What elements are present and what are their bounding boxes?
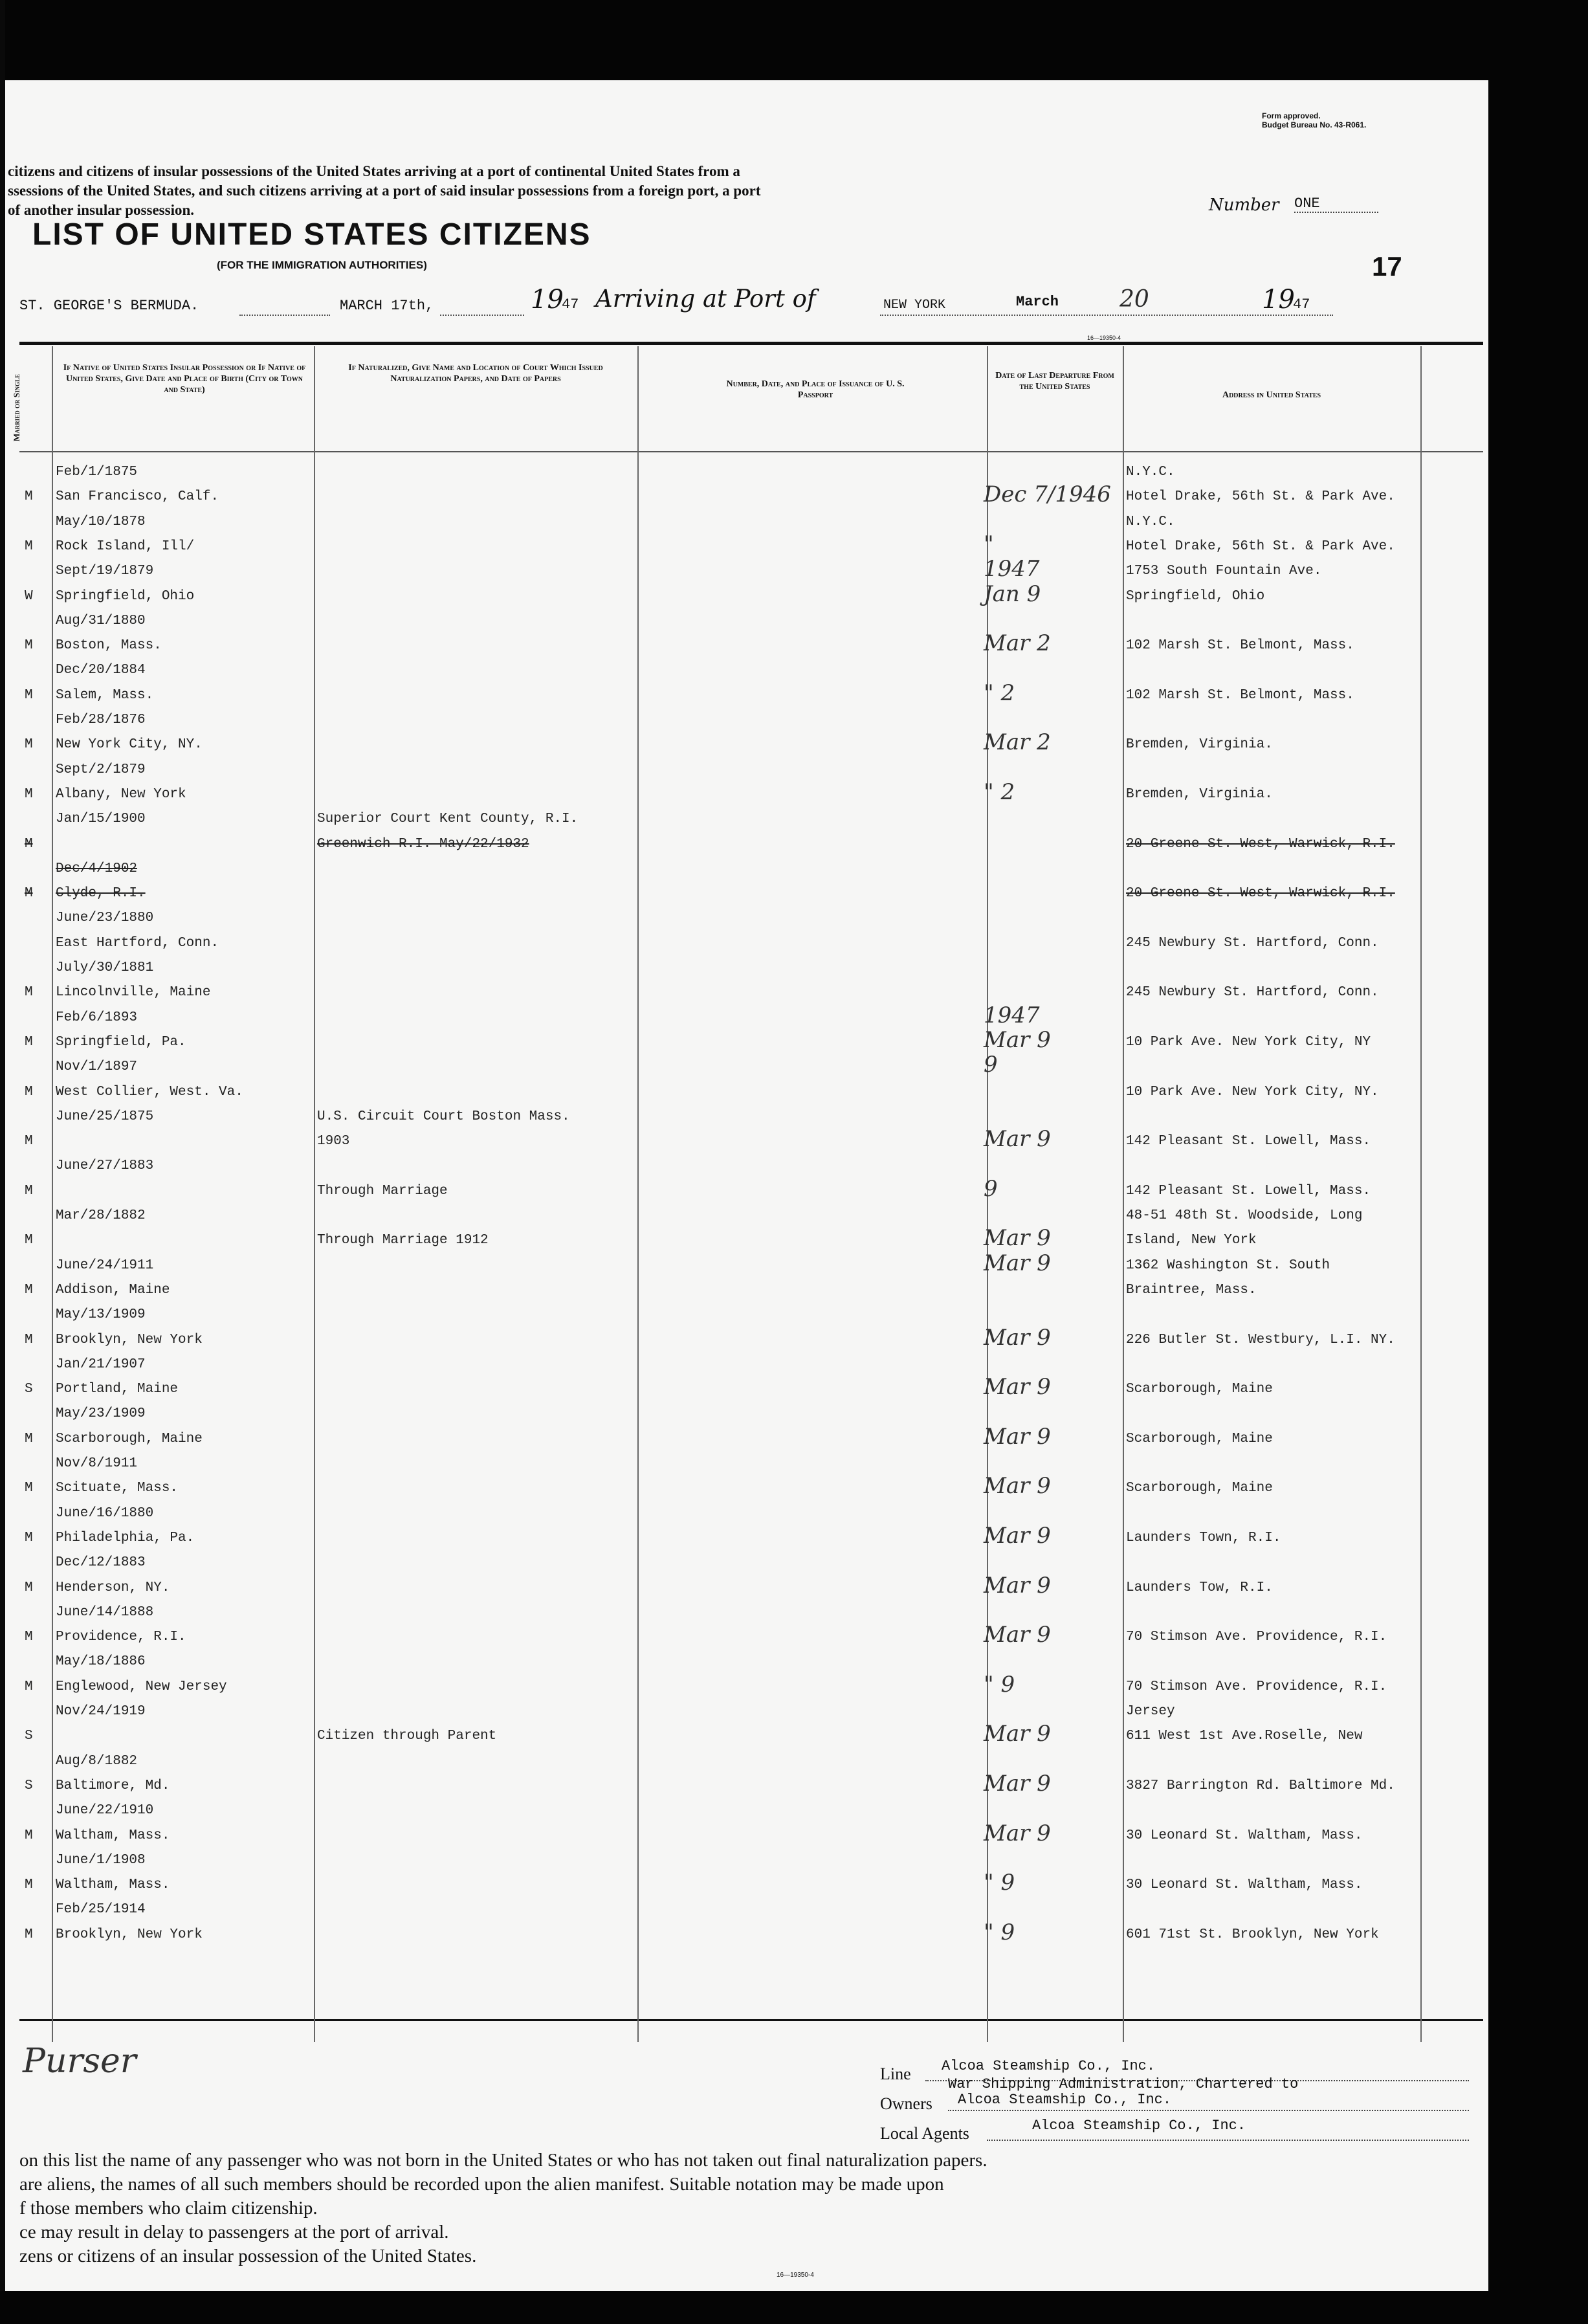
table-row bbox=[19, 1770, 1483, 1798]
table-row bbox=[19, 858, 1483, 881]
naturalization-info: Citizen through Parent bbox=[317, 1729, 497, 1744]
note-line: f those members who claim citizenship. bbox=[19, 2198, 318, 2219]
us-address: Launders Town, R.I. bbox=[1126, 1530, 1281, 1545]
note-line: are aliens, the names of all such members should be recorded upon the alien manifest. Suitable notation may be made upon bbox=[19, 2174, 944, 2195]
table-row bbox=[19, 758, 1483, 782]
departure-date: Mar 9 bbox=[984, 1770, 1051, 1797]
departure-date: Mar 9 bbox=[984, 1250, 1051, 1276]
birth-info: Nov/8/1911 bbox=[56, 1456, 138, 1471]
birth-info: Mar/28/1882 bbox=[56, 1208, 146, 1223]
birth-info: Springfield, Pa. bbox=[56, 1034, 186, 1050]
marital-status: M bbox=[25, 985, 33, 1001]
marital-status: S bbox=[25, 1778, 33, 1793]
table-row bbox=[19, 680, 1483, 708]
line-value: Alcoa Steamship Co., Inc. bbox=[942, 2058, 1156, 2074]
voyage-line bbox=[19, 285, 1340, 316]
col-departure: Date of Last Departure From the United States bbox=[995, 371, 1114, 392]
us-address: 10 Park Ave. New York City, NY bbox=[1126, 1034, 1371, 1050]
departure-date: 9 bbox=[984, 1052, 998, 1078]
birth-info: June/25/1875 bbox=[56, 1109, 154, 1124]
table-row bbox=[19, 1324, 1483, 1353]
marital-status: M bbox=[25, 1332, 33, 1347]
marital-status: M bbox=[25, 886, 33, 902]
us-address: 3827 Barrington Rd. Baltimore Md. bbox=[1126, 1778, 1395, 1793]
table-row bbox=[19, 932, 1483, 956]
marital-status: M bbox=[25, 1630, 33, 1645]
departure-date: Mar 9 bbox=[984, 1473, 1051, 1500]
naturalization-info: 1903 bbox=[317, 1134, 350, 1149]
departure-date: Mar 9 bbox=[984, 1572, 1051, 1599]
table-row bbox=[19, 709, 1483, 733]
us-address: 142 Pleasant St. Lowell, Mass. bbox=[1126, 1183, 1371, 1199]
table-row bbox=[19, 1502, 1483, 1526]
table-row bbox=[19, 1473, 1483, 1501]
us-address: Jersey bbox=[1126, 1704, 1175, 1719]
table-row bbox=[19, 581, 1483, 609]
note-line: zens or citizens of an insular possession of the United States. bbox=[19, 2246, 477, 2266]
agents-label: Local Agents bbox=[880, 2124, 969, 2143]
header-line: of another insular possession. bbox=[8, 202, 194, 218]
departure-date: 1947 bbox=[984, 1002, 1040, 1028]
year-suffix: 47 bbox=[562, 296, 579, 313]
birth-info: Feb/25/1914 bbox=[56, 1902, 146, 1918]
table-row bbox=[19, 729, 1483, 757]
table-row bbox=[19, 610, 1483, 634]
departure-date: " 9 bbox=[984, 1870, 1015, 1896]
marital-status: M bbox=[25, 538, 33, 554]
us-address: 226 Butler St. Westbury, L.I. NY. bbox=[1126, 1332, 1395, 1347]
sail-date: MARCH 17th, bbox=[340, 298, 434, 314]
note-line: ce may result in delay to passengers at the port of arrival. bbox=[19, 2222, 449, 2242]
us-address: 30 Leonard St. Waltham, Mass. bbox=[1126, 1877, 1363, 1893]
birth-info: Philadelphia, Pa. bbox=[56, 1530, 195, 1545]
form-header bbox=[8, 162, 760, 220]
note-line: on this list the name of any passenger who was not born in the United States or who has not taken out final naturalization papers. bbox=[19, 2150, 987, 2171]
birth-info: Dec/20/1884 bbox=[56, 663, 146, 678]
us-address: Springfield, Ohio bbox=[1126, 588, 1265, 604]
table-row bbox=[19, 1601, 1483, 1625]
birth-info: Providence, R.I. bbox=[56, 1630, 186, 1645]
marital-status: M bbox=[25, 1134, 33, 1149]
instruction-notes bbox=[19, 2149, 987, 2268]
table-row bbox=[19, 1452, 1483, 1476]
table-row bbox=[19, 1919, 1483, 1947]
table-row bbox=[19, 659, 1483, 683]
marital-status: M bbox=[25, 1530, 33, 1545]
departure-date: Mar 9 bbox=[984, 1820, 1051, 1846]
birth-info: Jan/15/1900 bbox=[56, 812, 146, 827]
birth-info: Boston, Mass. bbox=[56, 638, 162, 654]
birth-info: Scituate, Mass. bbox=[56, 1481, 179, 1496]
table-row bbox=[19, 1225, 1483, 1253]
table-row bbox=[19, 1650, 1483, 1674]
departure-date: " 9 bbox=[984, 1919, 1015, 1945]
us-address: Hotel Drake, 56th St. & Park Ave. bbox=[1126, 538, 1395, 554]
table-row bbox=[19, 1551, 1483, 1575]
us-address: Scarborough, Maine bbox=[1126, 1481, 1273, 1496]
departure-date: " 2 bbox=[984, 779, 1015, 805]
marital-status: M bbox=[25, 1580, 33, 1595]
us-address: 20 Greene St. West, Warwick, R.I. bbox=[1126, 836, 1395, 852]
birth-info: Waltham, Mass. bbox=[56, 1877, 170, 1893]
us-address: Island, New York bbox=[1126, 1233, 1257, 1248]
birth-info: San Francisco, Calf. bbox=[56, 489, 219, 505]
agents-value: Alcoa Steamship Co., Inc. bbox=[1032, 2118, 1246, 2134]
table-row bbox=[19, 957, 1483, 980]
owners-value-2: Alcoa Steamship Co., Inc. bbox=[958, 2092, 1172, 2108]
table-row bbox=[19, 1423, 1483, 1452]
departure-port: ST. GEORGE'S BERMUDA. bbox=[19, 298, 199, 314]
us-address: 611 West 1st Ave.Roselle, New bbox=[1126, 1729, 1363, 1744]
table-row bbox=[19, 1353, 1483, 1377]
table-row bbox=[19, 1279, 1483, 1303]
dotted-rule bbox=[880, 315, 1333, 316]
birth-info: Addison, Maine bbox=[56, 1282, 170, 1298]
us-address: 245 Newbury St. Hartford, Conn. bbox=[1126, 985, 1379, 1001]
birth-info: Salem, Mass. bbox=[56, 687, 154, 703]
line-label: Line bbox=[880, 2064, 911, 2083]
table-row bbox=[19, 531, 1483, 559]
birth-info: Brooklyn, New York bbox=[56, 1927, 203, 1942]
departure-date: Mar 9 bbox=[984, 1522, 1051, 1549]
birth-info: East Hartford, Conn. bbox=[56, 935, 219, 951]
table-row bbox=[19, 1622, 1483, 1650]
naturalization-info: Through Marriage bbox=[317, 1183, 448, 1199]
birth-info: Portland, Maine bbox=[56, 1382, 179, 1397]
us-address: Braintree, Mass. bbox=[1126, 1282, 1257, 1298]
us-address: 20 Greene St. West, Warwick, R.I. bbox=[1126, 886, 1395, 902]
marital-status: M bbox=[25, 1034, 33, 1050]
birth-info: June/1/1908 bbox=[56, 1852, 146, 1868]
us-address: 1362 Washington St. South bbox=[1126, 1257, 1330, 1273]
table-row bbox=[19, 1026, 1483, 1055]
us-address: 10 Park Ave. New York City, NY. bbox=[1126, 1084, 1379, 1100]
marital-status: M bbox=[25, 1431, 33, 1446]
departure-date: " 9 bbox=[984, 1671, 1015, 1698]
table-row bbox=[19, 1175, 1483, 1204]
departure-date: 9 bbox=[984, 1175, 998, 1202]
us-address: N.Y.C. bbox=[1126, 465, 1175, 480]
marital-status: S bbox=[25, 1382, 33, 1397]
us-address: 601 71st St. Brooklyn, New York bbox=[1126, 1927, 1379, 1942]
page-title: LIST OF UNITED STATES CITIZENS bbox=[32, 217, 591, 252]
departure-date: Mar 2 bbox=[984, 729, 1051, 756]
table-row bbox=[19, 1002, 1483, 1030]
us-address: 70 Stimson Ave. Providence, R.I. bbox=[1126, 1679, 1387, 1694]
departure-date: Jan 9 bbox=[984, 581, 1041, 607]
marital-status: W bbox=[25, 588, 33, 604]
birth-info: Aug/8/1882 bbox=[56, 1753, 138, 1769]
table-row bbox=[19, 1522, 1483, 1551]
birth-info: New York City, NY. bbox=[56, 737, 203, 753]
birth-info: Feb/1/1875 bbox=[56, 465, 138, 480]
birth-info: May/23/1909 bbox=[56, 1406, 146, 1422]
marital-status: M bbox=[25, 836, 33, 852]
birth-info: May/18/1886 bbox=[56, 1654, 146, 1670]
us-address: 30 Leonard St. Waltham, Mass. bbox=[1126, 1828, 1363, 1843]
birth-info: June/27/1883 bbox=[56, 1158, 154, 1174]
birth-info: Feb/28/1876 bbox=[56, 713, 146, 727]
birth-info: Springfield, Ohio bbox=[56, 588, 195, 604]
birth-info: West Collier, West. Va. bbox=[56, 1084, 243, 1100]
departure-date: Mar 9 bbox=[984, 1721, 1051, 1747]
birth-info: Dec/12/1883 bbox=[56, 1555, 146, 1571]
marital-status: M bbox=[25, 489, 33, 505]
col-naturalized: If Naturalized, Give Name and Location of Court Which Issued Naturalization Papers, and Date of Papers bbox=[348, 363, 603, 384]
departure-date: Mar 9 bbox=[984, 1622, 1051, 1648]
table-row bbox=[19, 833, 1483, 857]
ship-info bbox=[867, 2053, 1488, 2156]
table-row bbox=[19, 1204, 1483, 1228]
us-address: 142 Pleasant St. Lowell, Mass. bbox=[1126, 1134, 1371, 1149]
table-row bbox=[19, 981, 1483, 1005]
arriving-label: Arriving at Port of bbox=[595, 285, 816, 313]
us-address: Launders Tow, R.I. bbox=[1126, 1580, 1273, 1595]
departure-date: Mar 9 bbox=[984, 1225, 1051, 1252]
us-address: 102 Marsh St. Belmont, Mass. bbox=[1126, 687, 1354, 703]
table-row bbox=[19, 1155, 1483, 1179]
birth-info: Baltimore, Md. bbox=[56, 1778, 170, 1793]
list-number: ONE bbox=[1294, 195, 1378, 213]
birth-info: Clyde, R.I. bbox=[56, 886, 146, 902]
birth-info: Feb/6/1893 bbox=[56, 1010, 138, 1025]
table-row bbox=[19, 1250, 1483, 1278]
marital-status: M bbox=[25, 1679, 33, 1694]
budget-bureau-text: Budget Bureau No. 43-R061. bbox=[1262, 120, 1367, 129]
marital-status: M bbox=[25, 1282, 33, 1298]
departure-date: 1947 bbox=[984, 556, 1040, 582]
print-code: 16—19350-4 bbox=[1087, 335, 1121, 341]
birth-info: Scarborough, Maine bbox=[56, 1431, 203, 1446]
us-address: 1753 South Fountain Ave. bbox=[1126, 564, 1322, 579]
departure-date: " 2 bbox=[984, 680, 1015, 706]
number-label: Number bbox=[1209, 195, 1279, 215]
form-approval bbox=[1262, 111, 1366, 129]
header-line: citizens and citizens of insular possessions of the United States arriving at a port of continental United States from a bbox=[8, 163, 740, 179]
birth-info: Nov/24/1919 bbox=[56, 1704, 146, 1719]
scan-border-top bbox=[0, 0, 1588, 80]
table-row bbox=[19, 1081, 1483, 1105]
birth-info: Englewood, New Jersey bbox=[56, 1679, 227, 1694]
table-row bbox=[19, 779, 1483, 807]
marital-status: M bbox=[25, 1828, 33, 1843]
owners-label: Owners bbox=[880, 2094, 932, 2113]
table-row bbox=[19, 907, 1483, 931]
arrival-year-prefix: 19 bbox=[1262, 285, 1295, 315]
page-number: 17 bbox=[1372, 251, 1402, 282]
us-address: N.Y.C. bbox=[1126, 514, 1175, 529]
departure-date: Dec 7/1946 bbox=[984, 481, 1111, 508]
marital-status: M bbox=[25, 638, 33, 654]
arrival-year-suffix: 47 bbox=[1293, 296, 1310, 313]
table-row bbox=[19, 1799, 1483, 1823]
departure-date: " bbox=[984, 531, 994, 557]
arrival-port: NEW YORK bbox=[883, 298, 946, 313]
table-row bbox=[19, 1374, 1483, 1402]
marital-status: M bbox=[25, 1481, 33, 1496]
birth-info: Jan/21/1907 bbox=[56, 1356, 146, 1372]
table-row bbox=[19, 1750, 1483, 1774]
table-row bbox=[19, 511, 1483, 535]
marital-status: M bbox=[25, 1183, 33, 1199]
scan-border-left bbox=[0, 0, 5, 2324]
us-address: 102 Marsh St. Belmont, Mass. bbox=[1126, 638, 1354, 654]
dotted-rule bbox=[987, 2140, 1469, 2141]
departure-date: Mar 9 bbox=[984, 1423, 1051, 1450]
owners-value-1: War Shipping Administration, Chartered to bbox=[948, 2076, 1299, 2092]
naturalization-info: Greenwich R.I. May/22/1932 bbox=[317, 836, 529, 852]
table-row bbox=[19, 1849, 1483, 1873]
header-line: ssessions of the United States, and such citizens arriving at a port of said insular possessions from a foreign port, a port bbox=[8, 183, 761, 199]
table-row bbox=[19, 1402, 1483, 1426]
birth-info: Nov/1/1897 bbox=[56, 1059, 138, 1075]
dotted-rule bbox=[440, 315, 524, 316]
birth-info: Albany, New York bbox=[56, 786, 186, 802]
birth-info: June/22/1910 bbox=[56, 1803, 154, 1819]
table-row bbox=[19, 1870, 1483, 1898]
birth-info: July/30/1881 bbox=[56, 960, 154, 975]
marital-status: M bbox=[25, 1927, 33, 1942]
us-address: 245 Newbury St. Hartford, Conn. bbox=[1126, 935, 1379, 951]
marital-status: M bbox=[25, 1877, 33, 1893]
birth-info: Sept/2/1879 bbox=[56, 762, 146, 777]
col-birth: If Native of United States Insular Possession or If Native of United States, Give Date and Place of Birth (City or Town and State) bbox=[63, 363, 306, 395]
birth-info: Brooklyn, New York bbox=[56, 1332, 203, 1347]
page-subtitle: (FOR THE IMMIGRATION AUTHORITIES) bbox=[217, 259, 427, 271]
dotted-rule bbox=[239, 315, 330, 316]
dotted-rule bbox=[948, 2110, 1469, 2111]
departure-date: Mar 9 bbox=[984, 1026, 1051, 1053]
departure-date: Mar 9 bbox=[984, 1374, 1051, 1400]
col-married-single: Married or Single bbox=[12, 374, 21, 442]
col-address: Address in United States bbox=[1222, 390, 1321, 400]
table-row bbox=[19, 1671, 1483, 1699]
birth-info: Rock Island, Ill/ bbox=[56, 538, 195, 554]
birth-info: June/23/1880 bbox=[56, 911, 154, 926]
naturalization-info: Superior Court Kent County, R.I. bbox=[317, 812, 579, 827]
scan-border-bottom bbox=[0, 2291, 1588, 2324]
us-address: Scarborough, Maine bbox=[1126, 1431, 1273, 1446]
departure-date: Mar 2 bbox=[984, 630, 1051, 657]
table-row bbox=[19, 882, 1483, 906]
table-row bbox=[19, 630, 1483, 658]
table-row bbox=[19, 1052, 1483, 1079]
us-address: Bremden, Virginia. bbox=[1126, 786, 1273, 802]
arrival-month: March bbox=[1016, 294, 1059, 310]
marital-status: M bbox=[25, 687, 33, 703]
birth-info: Henderson, NY. bbox=[56, 1580, 170, 1595]
table-row bbox=[19, 1721, 1483, 1749]
birth-info: June/24/1911 bbox=[56, 1257, 154, 1273]
birth-info: June/16/1880 bbox=[56, 1505, 154, 1521]
us-address: Bremden, Virginia. bbox=[1126, 737, 1273, 753]
departure-date: Mar 9 bbox=[984, 1324, 1051, 1351]
marital-status: M bbox=[25, 1084, 33, 1100]
birth-info: Waltham, Mass. bbox=[56, 1828, 170, 1843]
col-passport: Number, Date, and Place of Issuance of U. S. Passport bbox=[726, 379, 905, 400]
table-row bbox=[19, 808, 1483, 832]
birth-info: May/13/1909 bbox=[56, 1307, 146, 1323]
table-row bbox=[19, 1126, 1483, 1154]
us-address: 70 Stimson Ave. Providence, R.I. bbox=[1126, 1630, 1387, 1645]
departure-date: Mar 9 bbox=[984, 1126, 1051, 1153]
birth-info: Lincolnville, Maine bbox=[56, 985, 211, 1001]
marital-status: S bbox=[25, 1729, 33, 1744]
table-row bbox=[19, 1303, 1483, 1327]
table-row bbox=[19, 1820, 1483, 1848]
us-address: Hotel Drake, 56th St. & Park Ave. bbox=[1126, 489, 1395, 505]
birth-info: Sept/19/1879 bbox=[56, 564, 154, 579]
table-top-rule bbox=[19, 342, 1483, 345]
arrival-day: 20 bbox=[1119, 286, 1149, 313]
table-row bbox=[19, 481, 1483, 509]
marital-status: M bbox=[25, 737, 33, 753]
table-row bbox=[19, 556, 1483, 584]
table-row bbox=[19, 1105, 1483, 1129]
table-row bbox=[19, 461, 1483, 485]
table-bottom-rule bbox=[19, 2019, 1483, 2021]
year-prefix: 19 bbox=[531, 285, 564, 315]
naturalization-info: Through Marriage 1912 bbox=[317, 1233, 489, 1248]
marital-status: M bbox=[25, 786, 33, 802]
table-row bbox=[19, 1898, 1483, 1922]
us-address: Scarborough, Maine bbox=[1126, 1382, 1273, 1397]
purser-signature: Purser bbox=[23, 2042, 137, 2081]
marital-status: M bbox=[25, 1233, 33, 1248]
birth-info: Aug/31/1880 bbox=[56, 613, 146, 628]
scan-border-right bbox=[1488, 0, 1588, 2324]
header-bottom-rule bbox=[19, 451, 1483, 452]
form-approved-text: Form approved. bbox=[1262, 111, 1321, 120]
us-address: 48-51 48th St. Woodside, Long bbox=[1126, 1208, 1363, 1223]
birth-info: May/10/1878 bbox=[56, 514, 146, 529]
form-number: 16—19350-4 bbox=[777, 2272, 814, 2279]
birth-info: Dec/4/1902 bbox=[56, 861, 138, 876]
table-row bbox=[19, 1572, 1483, 1600]
naturalization-info: U.S. Circuit Court Boston Mass. bbox=[317, 1109, 570, 1124]
birth-info: June/14/1888 bbox=[56, 1604, 154, 1620]
table-row bbox=[19, 1700, 1483, 1724]
